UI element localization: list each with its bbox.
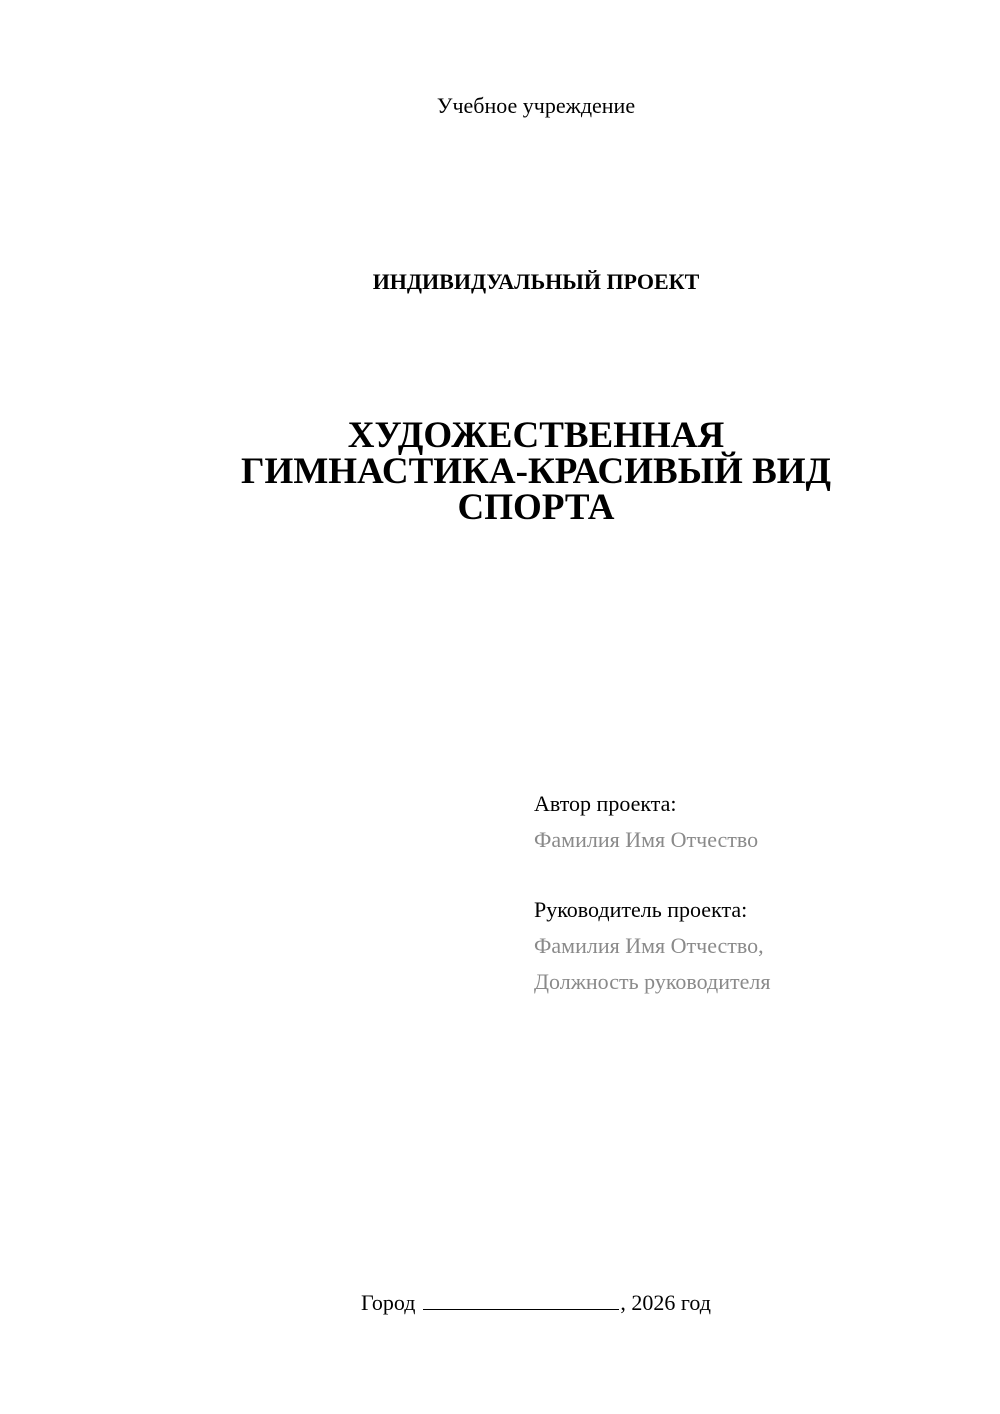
author-block <box>534 786 954 858</box>
document-type: ИНДИВИДУАЛЬНЫЙ ПРОЕКТ <box>372 269 700 294</box>
city-year-footer <box>0 1288 1000 1318</box>
author-name: Фамилия Имя Отчество <box>534 827 759 852</box>
project-title <box>220 415 852 528</box>
supervisor-label: Руководитель проекта: <box>534 897 748 922</box>
project-title-line-2: ГИМНАСТИКА-КРАСИВЫЙ ВИД <box>241 451 831 492</box>
supervisor-block <box>534 892 954 1000</box>
city-label: Город <box>361 1290 416 1315</box>
author-label: Автор проекта: <box>534 791 677 816</box>
city-blank-line <box>423 1289 619 1310</box>
project-title-line-3: СПОРТА <box>457 487 615 528</box>
project-title-line-1: ХУДОЖЕСТВЕННАЯ <box>347 415 725 456</box>
institution-name: Учебное учреждение <box>436 93 636 118</box>
year-text: , 2026 год <box>620 1290 711 1315</box>
supervisor-position: Должность руководителя <box>534 969 771 994</box>
supervisor-name: Фамилия Имя Отчество, <box>534 933 764 958</box>
